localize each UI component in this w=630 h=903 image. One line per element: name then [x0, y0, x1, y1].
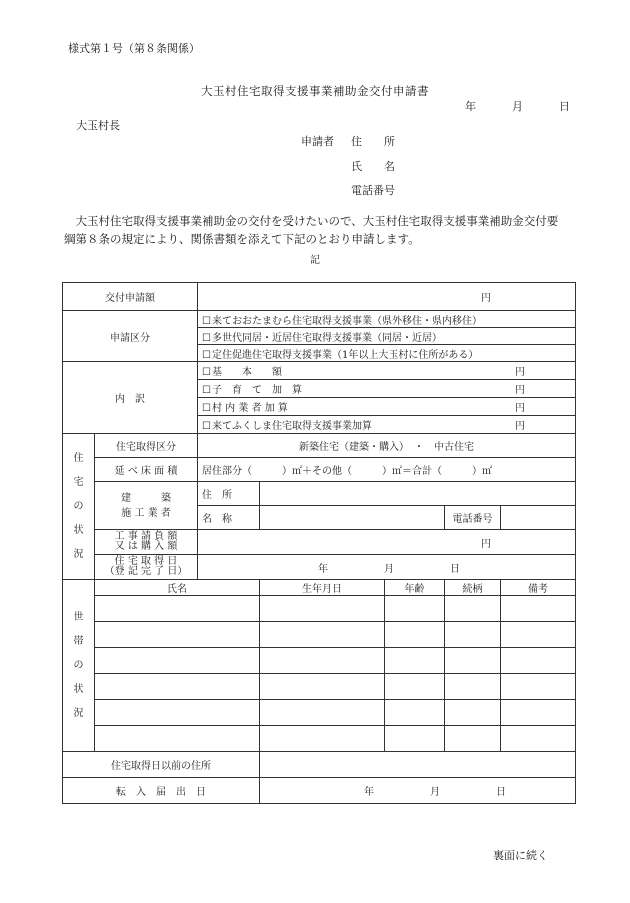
- category-label: 申請区分: [63, 311, 198, 362]
- category-option-1[interactable]: ☐来ておおたまむら住宅取得支援事業（県外移住・県内移住）: [198, 311, 576, 328]
- previous-address-input[interactable]: [260, 752, 576, 778]
- applicant-label: 申請者: [301, 135, 334, 148]
- builder-label: 建 築 施 工 業 者: [95, 482, 198, 530]
- household-name-cell[interactable]: [95, 648, 260, 674]
- acquisition-date-value[interactable]: 年 月 日: [198, 555, 576, 580]
- builder-phone-input[interactable]: [501, 506, 576, 530]
- floor-area-label: 延 べ 床 面 積: [95, 458, 198, 482]
- household-header-relation: 続柄: [445, 580, 501, 596]
- household-birthdate-cell[interactable]: [260, 726, 385, 752]
- household-remarks-cell[interactable]: [501, 700, 576, 726]
- breakdown-row-local-contractor[interactable]: ☐村 内 業 者 加 算 円: [198, 398, 576, 416]
- breakdown-label: 内 訳: [63, 362, 198, 434]
- amount-label: 交付申請額: [63, 283, 198, 311]
- date-day: 日: [559, 100, 570, 113]
- checkbox-icon[interactable]: ☐: [202, 332, 211, 344]
- builder-name-input[interactable]: [260, 506, 445, 530]
- household-row: [63, 596, 576, 622]
- household-name-cell[interactable]: [95, 726, 260, 752]
- household-birthdate-cell[interactable]: [260, 622, 385, 648]
- household-remarks-cell[interactable]: [501, 726, 576, 752]
- ki-heading: 記: [310, 255, 320, 266]
- household-row: [63, 674, 576, 700]
- moving-date-value[interactable]: 年 月 日: [260, 778, 576, 804]
- household-birthdate-cell[interactable]: [260, 648, 385, 674]
- household-remarks-cell[interactable]: [501, 648, 576, 674]
- household-header-remarks: 備考: [501, 580, 576, 596]
- applicant-address-label: 住 所: [351, 135, 395, 148]
- household-birthdate-cell[interactable]: [260, 674, 385, 700]
- household-age-cell[interactable]: [385, 726, 445, 752]
- application-date: [465, 98, 570, 114]
- applicant-name-label: 氏 名: [351, 160, 395, 173]
- household-age-cell[interactable]: [385, 622, 445, 648]
- moving-date-label: 転 入 届 出 日: [63, 778, 260, 804]
- household-header-row: [63, 580, 576, 596]
- category-option-2[interactable]: ☐多世代同居・近居住宅取得支援事業（同居・近居）: [198, 328, 576, 345]
- builder-address-input[interactable]: [260, 482, 576, 506]
- household-name-cell[interactable]: [95, 700, 260, 726]
- household-age-cell[interactable]: [385, 596, 445, 622]
- household-relation-cell[interactable]: [445, 726, 501, 752]
- household-row: [63, 648, 576, 674]
- checkbox-icon[interactable]: ☐: [202, 421, 211, 432]
- amount-yen[interactable]: 円: [198, 283, 576, 311]
- checkbox-icon[interactable]: ☐: [202, 403, 211, 414]
- household-remarks-cell[interactable]: [501, 674, 576, 700]
- household-remarks-cell[interactable]: [501, 596, 576, 622]
- cost-yen[interactable]: 円: [198, 530, 576, 555]
- form-number: 様式第１号（第８条関係）: [68, 42, 200, 55]
- date-year: 年: [465, 100, 476, 113]
- household-relation-cell[interactable]: [445, 622, 501, 648]
- amount-row: [63, 283, 576, 311]
- checkbox-icon[interactable]: ☐: [202, 385, 211, 396]
- addressee: 大玉村長: [76, 119, 120, 132]
- application-form-table: [62, 282, 576, 804]
- acquisition-date-label: 住 宅 取 得 日 （登 記 完 了 日）: [95, 555, 198, 580]
- household-relation-cell[interactable]: [445, 674, 501, 700]
- household-status-group-label: 世 帯 の 状 況: [63, 580, 95, 752]
- household-name-cell[interactable]: [95, 596, 260, 622]
- housing-type-label: 住宅取得区分: [95, 434, 198, 458]
- builder-phone-label: 電話番号: [445, 506, 501, 530]
- checkbox-icon[interactable]: ☐: [202, 349, 211, 361]
- previous-address-label: 住宅取得日以前の住所: [63, 752, 260, 778]
- household-age-cell[interactable]: [385, 648, 445, 674]
- applicant-phone-label: 電話番号: [351, 184, 395, 197]
- housing-status-group-label: 住 宅 の 状 況: [63, 434, 95, 580]
- household-name-cell[interactable]: [95, 674, 260, 700]
- household-remarks-cell[interactable]: [501, 622, 576, 648]
- breakdown-row-basic[interactable]: ☐基 本 額 円: [198, 362, 576, 380]
- builder-name-label: 名 称: [198, 506, 260, 530]
- household-birthdate-cell[interactable]: [260, 700, 385, 726]
- builder-address-label: 住 所: [198, 482, 260, 506]
- household-relation-cell[interactable]: [445, 648, 501, 674]
- housing-type-value[interactable]: 新築住宅（建築・購入） ・ 中古住宅: [198, 434, 576, 458]
- household-relation-cell[interactable]: [445, 596, 501, 622]
- household-row: [63, 726, 576, 752]
- household-relation-cell[interactable]: [445, 700, 501, 726]
- checkbox-icon[interactable]: ☐: [202, 315, 211, 327]
- date-month: 月: [512, 100, 523, 113]
- checkbox-icon[interactable]: ☐: [202, 367, 211, 378]
- breakdown-row-fukushima[interactable]: ☐来てふくしま住宅取得支援事業加算 円: [198, 416, 576, 434]
- household-header-name: 氏名: [95, 580, 260, 596]
- intro-paragraph: 大玉村住宅取得支援事業補助金の交付を受けたいので、大玉村住宅取得支援事業補助金交付要綱第８条の規定により、関係書類を添えて下記のとおり申請します。: [64, 214, 559, 246]
- household-name-cell[interactable]: [95, 622, 260, 648]
- household-header-birthdate: 生年月日: [260, 580, 385, 596]
- cost-label: 工 事 請 負 額 又 は 購 入 額: [95, 530, 198, 555]
- document-title: 大玉村住宅取得支援事業補助金交付申請書: [201, 84, 429, 98]
- household-row: [63, 622, 576, 648]
- continued-on-back: 裏面に続く: [493, 849, 548, 862]
- breakdown-row-childcare[interactable]: ☐子 育 て 加 算 円: [198, 380, 576, 398]
- household-header-age: 年齢: [385, 580, 445, 596]
- household-age-cell[interactable]: [385, 674, 445, 700]
- floor-area-value[interactable]: 居住部分（ ）㎡＋その他（ ）㎡＝合計（ ）㎡: [198, 458, 576, 482]
- household-row: [63, 700, 576, 726]
- household-birthdate-cell[interactable]: [260, 596, 385, 622]
- category-option-3[interactable]: ☐定住促進住宅取得支援事業（1年以上大玉村に住所がある）: [198, 345, 576, 362]
- household-age-cell[interactable]: [385, 700, 445, 726]
